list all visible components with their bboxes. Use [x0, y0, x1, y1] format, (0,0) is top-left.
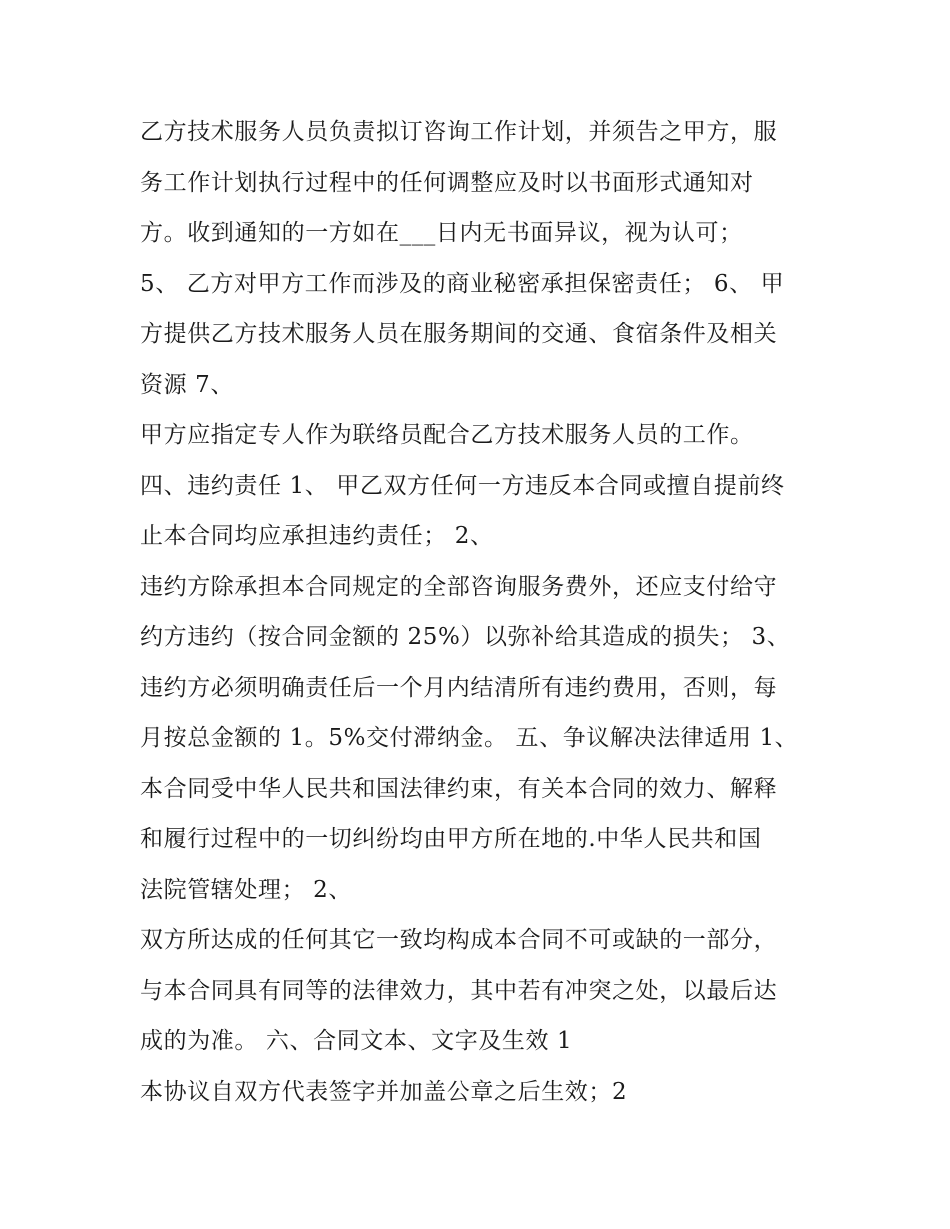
text-line: 双方所达成的任何其它一致均构成本合同不可或缺的一部分， [140, 927, 778, 953]
text-line: 甲方应指定专人作为联络员配合乙方技术服务人员的工作。 [140, 422, 754, 448]
text-line: 成的为准。 六、合同文本、文字及生效 1 [140, 1028, 573, 1054]
text-line: 和履行过程中的一切纠纷均由甲方所在地的.中华人民共和国 [140, 826, 762, 852]
text-line: 资源 7、 [140, 371, 234, 398]
text-line: 方。收到通知的一方如在___日内无书面异议，视为认可； [140, 220, 743, 246]
text-line: 务工作计划执行过程中的任何调整应及时以书面形式通知对 [140, 169, 754, 196]
text-line: 月按总金额的 1。5%交付滞纳金。 五、争议解决法律适用 1、 [140, 725, 799, 751]
text-line: 四、违约责任 1、 甲乙双方任何一方违反本合同或擅自提前终 [140, 472, 785, 499]
document-body [140, 107, 830, 1117]
text-line: 本合同受中华人民共和国法律约束，有关本合同的效力、解释 [140, 775, 778, 802]
text-line: 与本合同具有同等的法律效力，其中若有冲突之处，以最后达 [140, 977, 778, 1004]
text-line: 5、 乙方对甲方工作而涉及的商业秘密承担保密责任； 6、 甲 [140, 270, 785, 297]
text-line: 止本合同均应承担违约责任； 2、 [140, 523, 494, 549]
text-line: 约方违约（按合同金额的 25%）以弥补给其造成的损失； 3、 [140, 624, 791, 650]
text-line: 方提供乙方技术服务人员在服务期间的交通、食宿条件及相关 [140, 321, 778, 347]
text-line: 乙方技术服务人员负责拟订咨询工作计划，并须告之甲方，服 [140, 119, 778, 145]
text-line: 违约方除承担本合同规定的全部咨询服务费外，还应支付给守 [140, 573, 778, 600]
text-line: 违约方必须明确责任后一个月内结清所有违约费用，否则，每 [140, 674, 778, 701]
text-line: 法院管辖处理； 2、 [140, 876, 352, 903]
text-line: 本协议自双方代表签字并加盖公章之后生效；2 [140, 1078, 628, 1105]
